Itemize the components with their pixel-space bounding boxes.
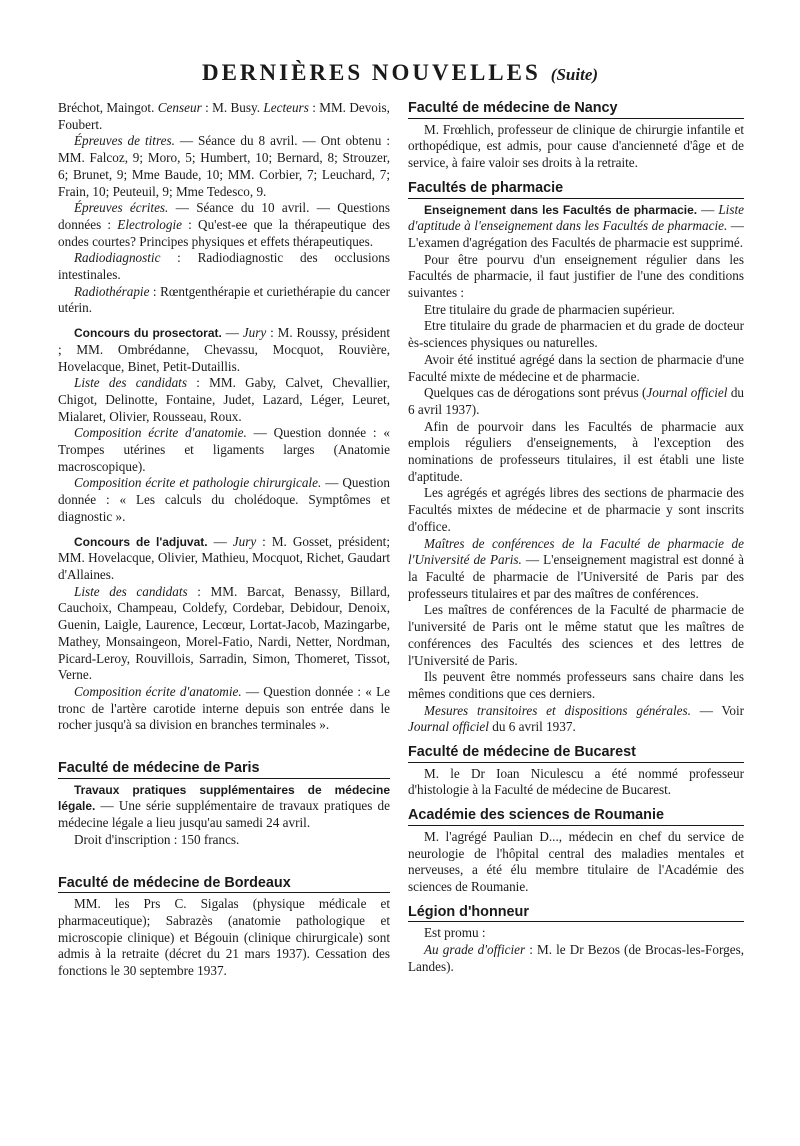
paragraph: MM. les Prs C. Sigalas (physique médicale et pharmaceutique); Sabrazès (anatomie pathologique et microscopie clinique) et Bégouin (clinique chirurgicale) sont admis à la retraite (décret du 21 mars 1937). Cessation des fonctions le 30 septembre 1937. <box>58 896 390 979</box>
text-run: Radiothérapie <box>74 283 150 299</box>
text-run: du 6 avril 1937. <box>488 719 576 735</box>
paragraph <box>58 133 390 200</box>
text-run: — Question donnée : « Le tronc de l'artère carotide interne depuis son entrée dans le rocher jusqu'à sa division en branches terminales ». <box>58 683 390 733</box>
text-run: — Séance du 10 avril. — Questions données : <box>58 200 390 232</box>
section-heading-bucarest: Faculté de médecine de Bucarest <box>408 744 744 763</box>
text-run: Composition écrite et pathologie chirurgicale. <box>74 475 322 491</box>
section-heading-paris: Faculté de médecine de Paris <box>58 760 390 779</box>
text-run: Bréchot, Maingot. <box>58 100 158 115</box>
text-run: : M. Busy. <box>201 100 264 115</box>
text-run: — Séance du 8 avril. — Ont obtenu : MM. Falcoz, 9; Moro, 5; Humbert, 10; Bernard, 8; Strouzer, 6; Brunet, 9; Mme Baude, 10; MM. Corbier, 7; Leuchard, 7; Frain, 10; Peuteuil, 9; Mme Tedesco, 9. <box>58 133 390 199</box>
text-run: Quelques cas de dérogations sont prévus ( <box>424 385 647 401</box>
text-run: : M. Roussy, président ; MM. Ombrédanne, Chevassu, Mocquot, Rouvière, Hovelacque, Binet, Petit-Dutaillis. <box>58 325 391 374</box>
text-run: Jury <box>232 533 257 549</box>
text-run: Liste des candidats <box>74 583 188 599</box>
text-run: Composition écrite d'anatomie. <box>74 683 242 699</box>
paragraph <box>408 385 744 418</box>
paragraph <box>58 100 390 133</box>
section-heading-roumanie: Académie des sciences de Roumanie <box>408 807 744 826</box>
page-header <box>0 60 800 86</box>
text-run: Concours du prosectorat. <box>74 326 222 341</box>
paragraph: Droit d'inscription : 150 francs. <box>74 831 240 847</box>
section-heading-nancy: Faculté de médecine de Nancy <box>408 100 744 119</box>
paragraph <box>58 284 390 317</box>
page-subtitle: (Suite) <box>550 65 599 84</box>
text-run: Composition écrite d'anatomie. <box>74 425 247 441</box>
paragraph <box>58 200 390 250</box>
paragraph: Les maîtres de conférences de la Faculté de pharmacie de l'université de Paris ont le même statut que les maîtres de conférences des Facultés des sciences et des lettres de l'Université de Paris. <box>408 602 744 668</box>
text-run: — <box>221 325 243 341</box>
paragraph: M. Frœhlich, professeur de clinique de chirurgie infantile et orthopédique, est admis, pour cause d'ancienneté d'âge et de service, à faire valoir ses droits à la retraite. <box>408 121 744 171</box>
text-run: Mesures transitoires et dispositions générales. <box>424 702 691 718</box>
section-heading-pharmacie: Facultés de pharmacie <box>408 180 744 199</box>
text-run: Liste d'aptitude à l'enseignement dans les Facultés de pharmacie. <box>408 201 744 234</box>
paragraph <box>58 425 390 475</box>
text-run: : Qu'est-ee que la thérapeutique des ondes courtes? Principes physiques et effets thérapeutiques. <box>58 216 390 249</box>
text-run: Travaux pratiques supplémentaires de médecine légale. <box>58 782 390 814</box>
spacer <box>58 849 390 867</box>
text-run: — Une série supplémentaire de travaux pratiques de médecine légale a lieu jusqu'au samedi 24 avril. <box>58 798 390 831</box>
text-run: : M. Gosset, président; MM. Hovelacque, Olivier, Mathieu, Mocquot, Richet, Gaudart d'Allaines. <box>58 533 391 582</box>
text-run: Enseignement dans les Facultés de pharmacie. <box>424 202 698 217</box>
paragraph: Est promu : <box>424 925 486 941</box>
paragraph <box>58 475 390 525</box>
paragraph <box>408 202 744 252</box>
text-run: Liste des candidats <box>74 375 187 391</box>
paragraph: Pour être pourvu d'un enseignement régulier dans les Facultés de pharmacie, il faut justifier de l'une des conditions suivantes : <box>408 251 744 301</box>
text-run: : MM. Devois, Foubert. <box>58 100 390 132</box>
paragraph: Avoir été institué agrégé dans la section de pharmacie d'une Faculté mixte de médecine et de pharmacie. <box>408 351 744 384</box>
text-run: Épreuves écrites. <box>74 200 169 216</box>
paragraph: M. le Dr Ioan Niculescu a été nommé professeur d'histologie à la Faculté de médecine de Bucarest. <box>408 765 744 798</box>
page-title: DERNIÈRES NOUVELLES <box>201 60 541 85</box>
text-run: Concours de l'adjuvat. <box>74 534 208 549</box>
text-run: : MM. Gaby, Calvet, Chevallier, Chigot, Delinotte, Fontaine, Judet, Lazard, Léger, Leuret, Mialaret, Olivier, Rousseau, Roux. <box>58 375 390 424</box>
text-run: — L'enseignement magistral est donné à la Faculté de pharmacie de l'Université de Paris par des professeurs titulaires et par des maîtres de conférences. <box>408 552 744 601</box>
paragraph <box>58 375 390 425</box>
text-run: — Question donnée : « Trompes utérines et ligaments larges (Anatomie macroscopique). <box>58 425 390 474</box>
text-run: Maîtres de conférences de la Faculté de pharmacie de l'Université de Paris. <box>408 535 744 568</box>
text-run: — Voir <box>690 702 745 718</box>
text-run: — Question donnée : « Les calculs du cholédoque. Symptômes et diagnostic ». <box>58 475 390 524</box>
text-run: Jury <box>242 325 267 341</box>
paragraph <box>58 584 390 684</box>
text-run: Electrologie <box>117 216 182 232</box>
paragraph: Etre titulaire du grade de pharmacien et du grade de docteur ès-sciences physiques ou naturelles. <box>408 318 744 351</box>
paragraph: Afin de pourvoir dans les Facultés de pharmacie aux emplois réguliers d'enseignements, à l'exception des nominations de professeurs titulaires, il est établi une liste d'aptitude. <box>408 418 744 484</box>
text-run: du 6 avril 1937). <box>408 385 744 417</box>
paragraph <box>58 250 390 283</box>
spacer <box>58 734 390 752</box>
paragraph <box>58 325 390 375</box>
text-run: Journal officiel <box>646 385 728 401</box>
text-run: Radiodiagnostic <box>74 250 161 266</box>
paragraph <box>408 536 744 603</box>
paragraph <box>58 782 390 832</box>
text-run: Journal officiel <box>408 719 489 735</box>
spacer <box>58 317 390 325</box>
paragraph: Etre titulaire du grade de pharmacien supérieur. <box>424 301 675 317</box>
text-run: Au grade d'officier <box>424 942 526 958</box>
text-run: — <box>207 533 233 549</box>
paragraph <box>408 703 744 736</box>
paragraph <box>58 684 390 734</box>
text-run: : Radiodiagnostic des occlusions intestinales. <box>58 250 390 283</box>
text-run: Lecteurs <box>263 100 309 115</box>
text-run: Censeur <box>157 100 202 115</box>
text-run: — <box>697 201 719 217</box>
paragraph: M. l'agrégé Paulian D..., médecin en chef du service de neurologie de l'hôpital central des maladies mentales et nerveuses, a été élu membre titulaire de l'Académie des sciences de Roumanie. <box>408 828 744 894</box>
paragraph: Ils peuvent être nommés professeurs sans chaire dans les mêmes conditions que ces derniers. <box>408 669 744 701</box>
section-heading-bordeaux: Faculté de médecine de Bordeaux <box>58 875 390 894</box>
text-run: — L'examen d'agrégation des Facultés de pharmacie est supprimé. <box>408 218 744 250</box>
left-column <box>58 100 390 980</box>
paragraph <box>408 942 744 975</box>
paragraph: Les agrégés et agrégés libres des sections de pharmacie des Facultés mixtes de médecine et de pharmacie y sont inscrits d'office. <box>408 485 744 534</box>
text-run: Épreuves de titres. <box>74 133 175 149</box>
spacer <box>58 526 390 534</box>
text-run: : M. le Dr Bezos (de Brocas-les-Forges, Landes). <box>408 942 745 974</box>
section-heading-legion-honneur: Légion d'honneur <box>408 904 744 923</box>
text-run: : Rœntgenthérapie et curiethérapie du cancer utérin. <box>58 283 390 316</box>
text-run: : MM. Barcat, Benassy, Billard, Cauchoix, Champeau, Coldefy, Cordebar, Debidour, Denoix, Guenin, Laigle, Laurence, Lecœur, Lortat-Jacob, Mazingarbe, Mathey, Monsaingeon, Morel-Fatio, Nardi, Netter, Nordman, Picard-Leroy, Rouvillois, Sarradin, Simon, Thomeret, Tissot, Verne. <box>58 583 390 683</box>
paragraph <box>58 534 390 584</box>
right-column <box>408 100 744 975</box>
